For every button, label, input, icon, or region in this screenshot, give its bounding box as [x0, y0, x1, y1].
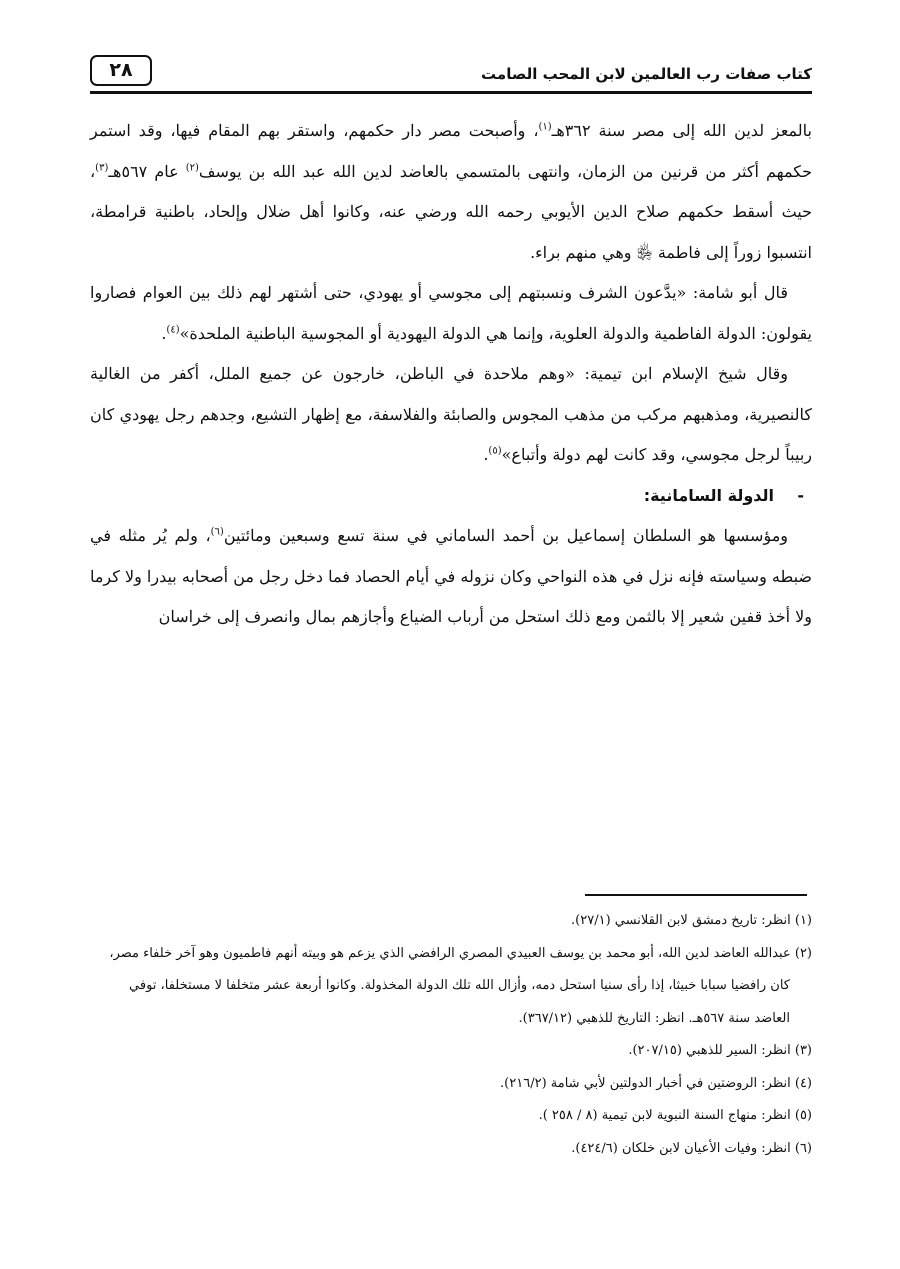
heading-dash: - [797, 485, 804, 505]
main-text [90, 111, 812, 638]
paragraph-ibn-taymiyya-quote [90, 354, 812, 476]
text-run: بالمعز لدين الله إلى مصر سنة ٣٦٢هـ [551, 121, 812, 140]
footnote-text: عبدالله العاضد لدين الله، أبو محمد بن يوسف العبيدي المصري الرافضي الذي يزعم هو وبيته أنهم فاطميون وهو آخر خلفاء مصر، [109, 945, 791, 961]
footnote-ref: (٥) [488, 445, 502, 457]
footnote-ref: (٢) [185, 162, 199, 174]
section-heading-samanid [90, 476, 812, 517]
text-run: قال أبو شامة: «يدَّعون الشرف ونسبتهم إلى مجوسي أو يهودي، حتى أشتهر لهم ذلك بين العوام فصاروا يقولون: الدولة الفاطمية والدولة العلوية، وإنما هي الدولة اليهودية أو المجوسية الباطنية الملحدة» [90, 283, 812, 343]
footnote-text: انظر: منهاج السنة النبوية لابن تيمية (٨ / ٢٥٨ ). [538, 1108, 791, 1123]
footnote-2-continuation: كان رافضيا سبابا خبيثا، إذا رأى سنيا استحل دمه، وأزال الله تلك الدولة المخذولة. وكانوا أربعة عشر متخلفا لا مستخلفا، توفي [129, 978, 790, 993]
footnote-ref: (٤) [166, 324, 180, 336]
text-run: . [161, 323, 167, 343]
page-number: ٢٨ [90, 55, 152, 86]
page-header [90, 55, 812, 95]
text-run: ومؤسسها هو السلطان إسماعيل بن أحمد الساماني في سنة تسع وسبعين ومائتين [223, 526, 789, 545]
footnote-2 [90, 938, 812, 971]
paragraph-fatimid-intro [90, 111, 812, 273]
footnote-text: انظر: الروضتين في أخبار الدولتين لأبي شامة (٢١٦/٢). [500, 1075, 791, 1091]
text-run: وقال شيخ الإسلام ابن تيمية: «وهم ملاحدة في الباطن، خارجون عن جميع الملل، أكفر من الغالية كالنصيرية، ومذهبهم مركب من مذهب المجوس والصابئة والفلاسفة، مع إظهار التشيع، وجدهم رجل يهودي كان ربيباً لرجل مجوسي، وقد كانت لهم دولة وأتباع» [90, 364, 812, 464]
footnote-number: (٦) [794, 1140, 812, 1156]
paragraph-abu-shama-quote [90, 273, 812, 354]
footnote-separator [585, 894, 807, 896]
footnote-ref: (٦) [210, 526, 224, 538]
footnote-number: (١) [794, 913, 812, 928]
footnotes [90, 905, 812, 1165]
book-title: كتاب صفات رب العالمين لابن المحب الصامت [481, 65, 812, 83]
footnote-number: (٥) [794, 1108, 812, 1123]
heading-text: الدولة السامانية: [643, 485, 774, 505]
text-run: ، ولم يُر مثله في ضبطه وسياسته فإنه نزل في هذه النواحي وكان نزوله في أيام الحصاد فما دخل رجل من أصحابه بيدرا ولا كرما ولا أخذ قفين شعير إلا بالثمن ومع ذلك استحل من أرباب الضياع وأجازهم بمال وانصرف إلى خراسان [89, 526, 812, 626]
footnote-2-continuation: العاضد سنة ٥٦٧هـ. انظر: التاريخ للذهبي (٣٦٧/١٢). [518, 1010, 790, 1026]
text-run: عام ٥٦٧هـ [108, 161, 186, 181]
footnote-text: انظر: تاريخ دمشق لابن القلانسي (٢٧/١). [571, 913, 791, 928]
footnote-text: انظر: السير للذهبي (٢٠٧/١٥). [628, 1043, 791, 1058]
footnote-number: (٢) [794, 945, 812, 961]
footnote-ref: (١) [538, 121, 552, 133]
paragraph-samanid-founder [90, 516, 812, 638]
footnote-number: (٤) [794, 1075, 812, 1091]
header-rule [90, 91, 812, 94]
footnote-5 [90, 1100, 812, 1133]
footnote-number: (٣) [794, 1043, 812, 1058]
footnote-4 [90, 1068, 812, 1101]
footnote-6 [90, 1133, 812, 1166]
footnote-1 [90, 905, 812, 938]
footnote-3 [90, 1035, 812, 1068]
text-run: ، وأصبحت مصر دار حكمهم، واستقر بهم المقام فيها، وقد استمر حكمهم أكثر من قرنين من الزمان، وانتهى بالمتسمي بالعاضد لدين الله عبد الله بن يوسف [90, 121, 813, 181]
text-run: ، حيث أسقط حكمهم صلاح الدين الأيوبي رحمه الله ورضي عنه، وكانوا أهل ضلال وإلحاد، باطنية قرامطة، انتسبوا زوراً إلى فاطمة ﵂ وهي منهم براء. [90, 161, 812, 262]
footnote-text: انظر: وفيات الأعيان لابن خلكان (٤٢٤/٦). [571, 1140, 791, 1156]
footnote-ref: (٣) [95, 162, 109, 174]
text-run: . [483, 445, 489, 464]
